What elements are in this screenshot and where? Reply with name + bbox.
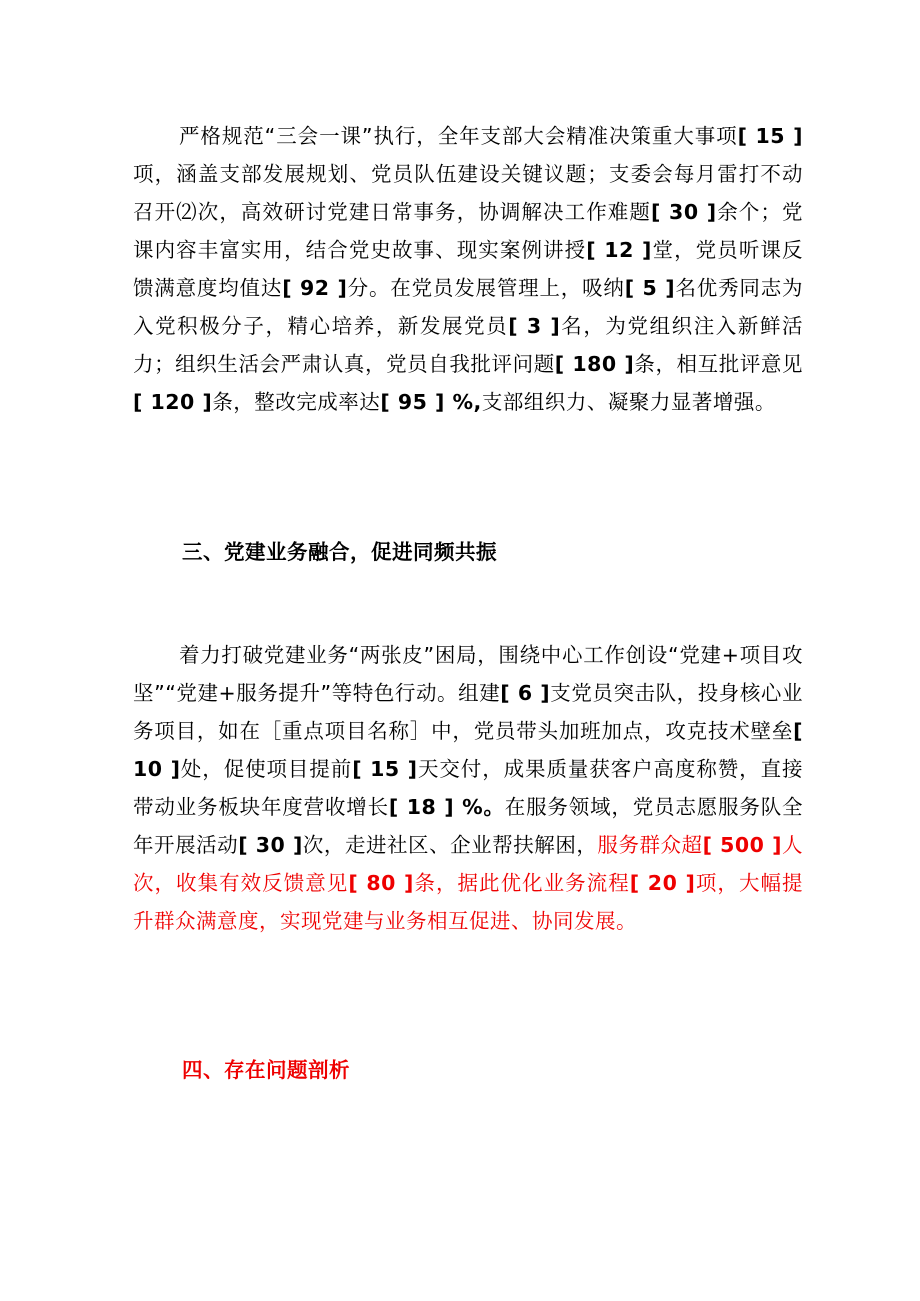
text-segment: 条，整改完成率达: [212, 390, 381, 414]
highlighted-text: 服务群众超: [597, 833, 703, 857]
value-volunteer-activities: [ 30 ]: [238, 833, 303, 857]
paragraph-three-meetings: [133, 117, 803, 421]
text-segment: 支部组织力、凝聚力显著增强。: [481, 390, 776, 414]
text-segment: 处，促使项目提前: [180, 757, 353, 781]
value-new-members: [ 3 ]: [508, 314, 561, 338]
value-satisfaction-score: [ 92 ]: [282, 276, 348, 300]
text-segment: 项，涵盖支部发展规划、党员队伍建设关键议题；支委会每月雷打不动召开⑵次，高效研讨党建日常事务，协调解决工作难题: [133, 162, 803, 224]
value-commando-teams: [ 6 ]: [500, 681, 551, 705]
text-segment: 严格规范“三会一课”执行，全年支部大会精准决策重大事项: [179, 124, 738, 148]
text-segment: 堂，党员听课反馈满意度均值达: [133, 238, 804, 300]
text-segment: 次，走进社区、企业帮扶解困，: [302, 833, 598, 857]
value-party-lessons: [ 12 ]: [586, 238, 652, 262]
text-segment: 在服务领域，党员志愿服务队全年开展活动: [133, 795, 804, 857]
value-problems-solved: [ 30 ]: [650, 200, 717, 224]
text-segment: 名优秀同志为入党积极分子，精心培养，新发展党员: [133, 276, 804, 338]
value-days-ahead: [ 15 ]: [352, 757, 418, 781]
value-rectification-rate: [ 95 ] %,: [380, 390, 482, 414]
value-major-decisions: [ 15 ]: [737, 124, 803, 148]
paragraph-business-integration: [133, 636, 803, 940]
highlighted-text: 条，据此优化业务流程: [413, 871, 630, 895]
text-segment: 余个；党课内容丰富实用，结合党史故事、现实案例讲授: [133, 200, 804, 262]
value-people-served: [ 500 ]: [702, 833, 782, 857]
value-feedback-collected: [ 80 ]: [348, 871, 414, 895]
value-revenue-growth: [ 18 ] %。: [388, 795, 505, 819]
highlighted-text: 人次，收集有效反馈意见: [133, 833, 804, 895]
text-segment: 条，相互批评意见: [634, 352, 803, 376]
value-activists: [ 5 ]: [624, 276, 676, 300]
text-segment: 名，为党组织注入新鲜活力；组织生活会严肃认真，党员自我批评问题: [133, 314, 804, 376]
text-segment: 天交付，成果质量获客户高度称赞，直接带动业务板块年度营收增长: [133, 757, 804, 819]
highlighted-text: 项，大幅提升群众满意度，实现党建与业务相互促进、协同发展。: [133, 871, 804, 933]
section-heading-4: 四、存在问题剖析: [182, 1058, 350, 1082]
value-self-criticism: [ 180 ]: [554, 352, 635, 376]
value-processes-optimized: [ 20 ]: [629, 871, 696, 895]
text-segment: 支党员突击队，投身核心业务项目，如在［重点项目名称］中，党员带头加班加点，攻克技术壁垒: [133, 681, 804, 743]
text-segment: 着力打破党建业务“两张皮”困局，围绕中心工作创设“党建+项目攻坚”“党建+服务提升”等特色行动。组建: [133, 643, 803, 705]
value-technical-barriers: [ 10 ]: [133, 719, 803, 781]
value-mutual-criticism: [ 120 ]: [133, 390, 213, 414]
section-heading-3: 三、党建业务融合，促进同频共振: [182, 540, 497, 564]
text-segment: 分。在党员发展管理上，吸纳: [347, 276, 625, 300]
